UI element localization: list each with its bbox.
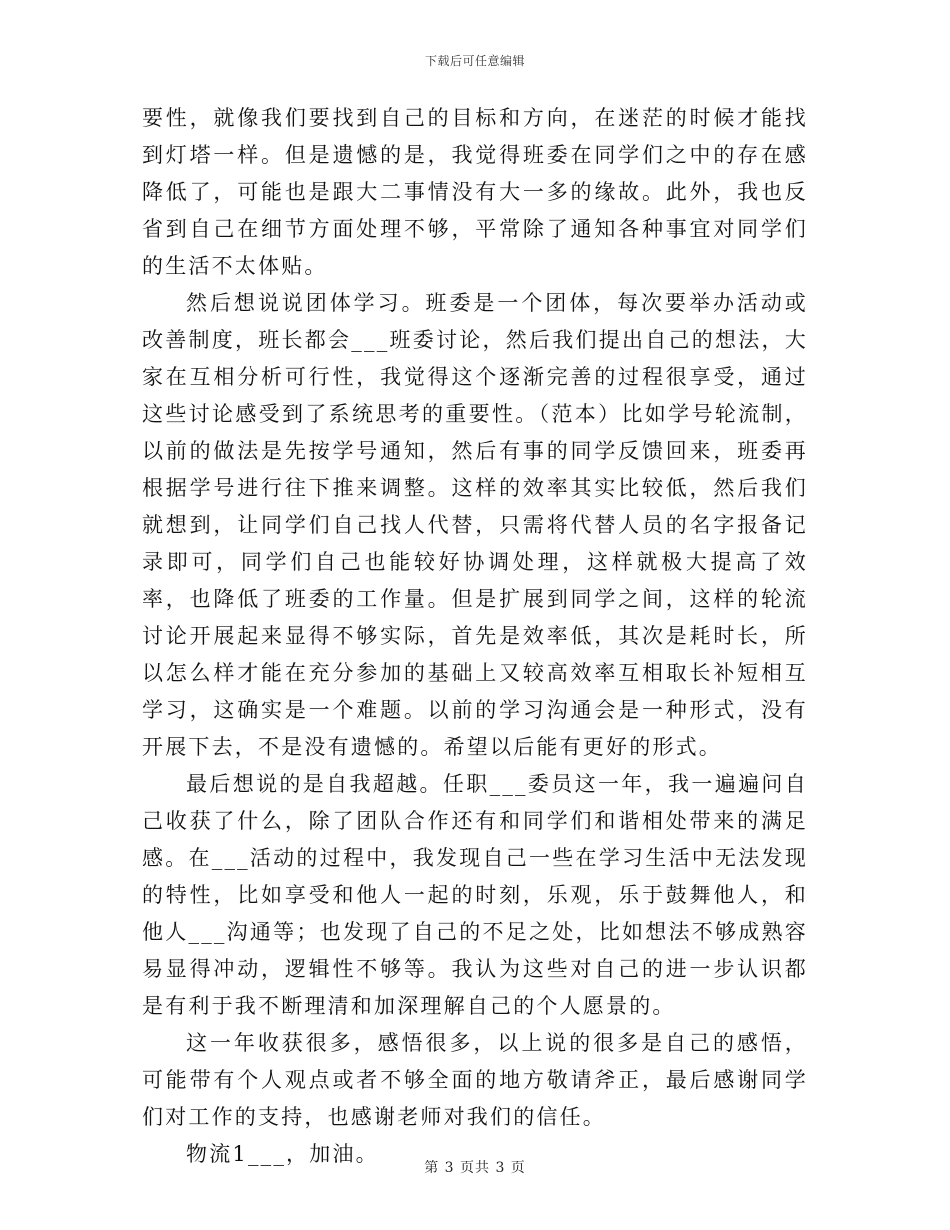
page-header: 下载后可任意编辑 <box>424 54 525 68</box>
paragraph-conclusion: 这一年收获很多，感悟很多，以上说的很多是自己的感悟，可能带有个人观点或者不够全面的地方敬请斧正，最后感谢同学们对工作的支持，也感谢老师对我们的信任。 <box>142 1031 808 1129</box>
paragraph-team-study: 然后想说说团体学习。班委是一个团体，每次要举办活动或改善制度，班长都会___班委讨论，然后我们提出自己的想法，大家在互相分析可行性，我觉得这个逐渐完善的过程很享受，通过这些讨论感受到了系统思考的重要性。（范本）比如学号轮流制，以前的做法是先按学号通知，然后有事的同学反馈回来，班委再根据学号进行往下推来调整。这样的效率其实比较低，然后我们就想到，让同学们自己找人代替，只需将代替人员的名字报备记录即可，同学们自己也能较好协调处理，这样就极大提高了效率，也降低了班委的工作量。但是扩展到同学之间，这样的轮流讨论开展起来显得不够实际，首先是效率低，其次是耗时长，所以怎么样才能在充分参加的基础上又较高效率互相取长补短相互学习，这确实是一个难题。以前的学习沟通会是一种形式，没有开展下去，不是没有遗憾的。希望以后能有更好的形式。 <box>142 291 808 759</box>
paragraph-continued: 要性，就像我们要找到自己的目标和方向，在迷茫的时候才能找到灯塔一样。但是遗憾的是，我觉得班委在同学们之中的存在感降低了，可能也是跟大二事情没有大一多的缘故。此外，我也反省到自己在细节方面处理不够，平常除了通知各种事宜对同学们的生活不太体贴。 <box>142 106 808 278</box>
paragraph-self-transcendence: 最后想说的是自我超越。任职___委员这一年，我一遍遍问自己收获了什么，除了团队合作还有和同学们和谐相处带来的满足感。在___活动的过程中，我发现自己一些在学习生活中无法发现的特性，比如享受和他人一起的时刻，乐观，乐于鼓舞他人，和他人___沟通等；也发现了自己的不足之处，比如想法不够成熟容易显得冲动，逻辑性不够等。我认为这些对自己的进一步认识都是有利于我不断理清和加深理解自己的个人愿景的。 <box>142 772 808 1018</box>
document-body <box>142 100 808 1173</box>
paragraph-closing: 物流1___，加油。 <box>186 1142 379 1166</box>
page-footer: 第 3 页共 3 页 <box>424 1160 526 1176</box>
